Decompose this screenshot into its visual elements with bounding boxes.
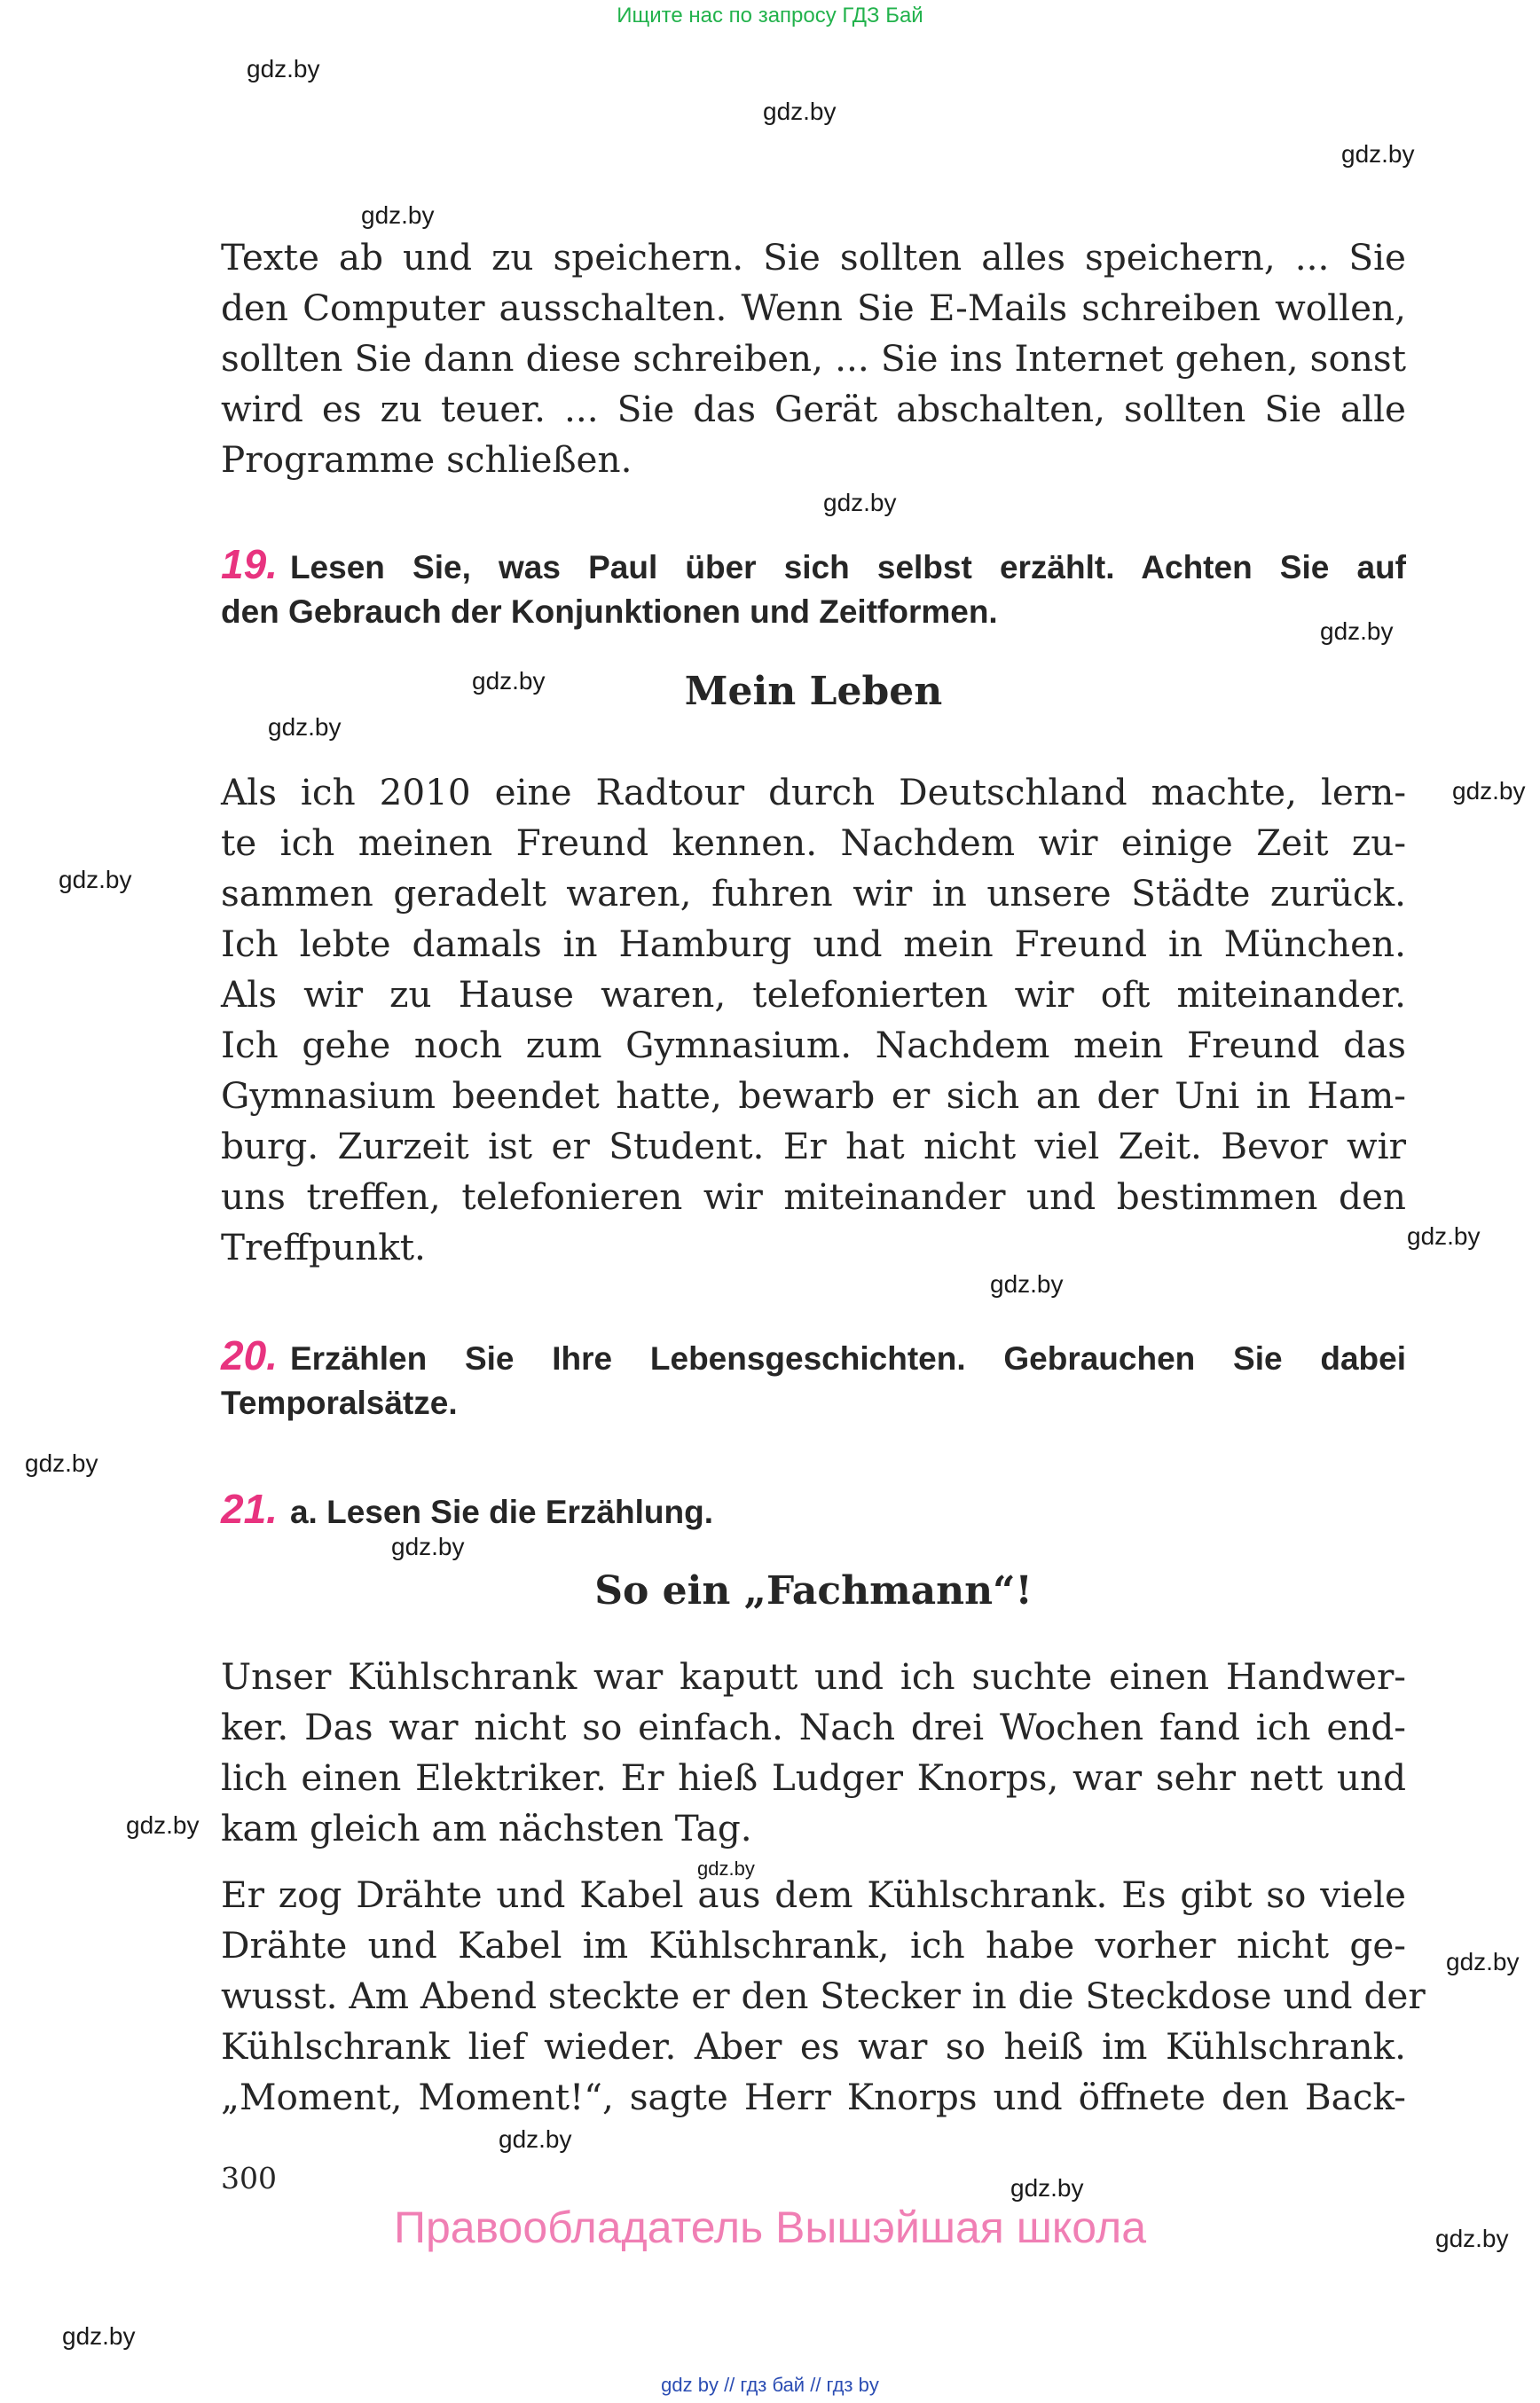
text-line: wird es zu teuer. ... Sie das Gerät abschalten, sollten Sie alle <box>221 388 1406 430</box>
watermark: gdz.by <box>59 866 132 893</box>
watermark: gdz.by <box>1435 2225 1509 2252</box>
watermark: gdz.by <box>1320 617 1394 645</box>
task-21 <box>221 1486 1406 1533</box>
watermark: gdz.by <box>1341 140 1415 168</box>
task-19 <box>221 541 1406 635</box>
page-number: 300 <box>221 2161 277 2195</box>
story-paragraph <box>221 1870 1426 2123</box>
story-paragraph <box>221 1652 1406 1854</box>
top-search-note: Ищите нас по запросу ГДЗ Бай <box>617 4 923 27</box>
task-text: a. Lesen Sie die Erzählung. <box>289 1494 713 1530</box>
text-line: Kühlschrank lief wieder. Aber es war so heiß im Kühlschrank. <box>221 2025 1406 2068</box>
task-number: 21. <box>221 1486 278 1532</box>
text-line: Programme schließen. <box>221 438 632 481</box>
text-line: Als ich 2010 eine Radtour durch Deutschland machte, lern- <box>221 771 1406 813</box>
task-20 <box>221 1332 1406 1426</box>
task-number: 19. <box>221 541 278 587</box>
text-line: den Computer ausschalten. Wenn Sie E-Mails schreiben wollen, <box>221 287 1406 329</box>
task-text: Lesen Sie, was Paul über sich selbst erzählt. Achten Sie auf <box>289 549 1406 585</box>
text-line: sammen geradelt waren, fuhren wir in unsere Städte zurück. <box>221 872 1406 915</box>
text-line: Als wir zu Hause waren, telefonierten wir oft miteinander. <box>221 973 1406 1016</box>
text-line: Gymnasium beendet hatte, bewarb er sich an der Uni in Ham- <box>221 1074 1406 1117</box>
watermark: gdz.by <box>990 1270 1064 1298</box>
watermark: gdz.by <box>247 55 320 82</box>
text-line: ker. Das war nicht so einfach. Nach drei Wochen fand ich end- <box>221 1706 1406 1748</box>
watermark: gdz.by <box>391 1533 465 1560</box>
watermark: gdz.by <box>823 489 897 516</box>
watermark: gdz.by <box>763 98 837 125</box>
text-line: „Moment, Moment!“, sagte Herr Knorps und öffnete den Back- <box>221 2076 1406 2118</box>
text-line: uns treffen, telefonieren wir miteinander und bestimmen den <box>221 1175 1406 1218</box>
story-title: Mein Leben <box>684 669 943 714</box>
text-line: lich einen Elektriker. Er hieß Ludger Knorps, war sehr nett und <box>221 1756 1406 1799</box>
task-line <box>221 1332 1406 1379</box>
watermark: gdz.by <box>1452 777 1526 805</box>
watermark: gdz.by <box>1010 2174 1084 2202</box>
text-line: Ich gehe noch zum Gymnasium. Nachdem mein Freund das <box>221 1024 1406 1066</box>
story-title: So ein „Fachmann“! <box>594 1568 1033 1614</box>
copyright-notice: Правообладатель Вышэйшая школа <box>394 2203 1146 2252</box>
task-line <box>221 541 1406 588</box>
task-line <box>221 1486 1406 1533</box>
task-line: den Gebrauch der Konjunktionen und Zeitformen. <box>221 593 998 630</box>
watermark: gdz.by <box>697 1857 755 1880</box>
watermark: gdz.by <box>499 2125 572 2153</box>
text-line: Ich lebte damals in Hamburg und mein Freund in München. <box>221 923 1406 965</box>
watermark: gdz.by <box>62 2322 136 2350</box>
watermark: gdz.by <box>25 1449 98 1477</box>
task-number: 20. <box>221 1332 278 1378</box>
text-line: te ich meinen Freund kennen. Nachdem wir einige Zeit zu- <box>221 821 1406 864</box>
task-line: Temporalsätze. <box>221 1385 458 1421</box>
text-line: wusst. Am Abend steckte er den Stecker in die Steckdose und der <box>221 1975 1426 2017</box>
text-line: Unser Kühlschrank war kaputt und ich suchte einen Handwer- <box>221 1655 1406 1698</box>
text-line: Er zog Drähte und Kabel aus dem Kühlschrank. Es gibt so viele <box>221 1873 1406 1916</box>
watermark: gdz.by <box>1446 1948 1520 1975</box>
text-line: Drähte und Kabel im Kühlschrank, ich habe vorher nicht ge- <box>221 1924 1406 1967</box>
footer-links[interactable]: gdz by // гдз бай // гдз by <box>661 2374 879 2396</box>
watermark: gdz.by <box>361 201 435 229</box>
text-line: kam gleich am nächsten Tag. <box>221 1807 752 1849</box>
text-line: Texte ab und zu speichern. Sie sollten alles speichern, ... Sie <box>221 236 1406 279</box>
watermark: gdz.by <box>1407 1222 1481 1250</box>
text-line: sollten Sie dann diese schreiben, ... Sie ins Internet gehen, sonst <box>221 337 1406 380</box>
text-line: Treffpunkt. <box>221 1226 426 1268</box>
text-line: burg. Zurzeit ist er Student. Er hat nicht viel Zeit. Bevor wir <box>221 1125 1406 1167</box>
task-text: Erzählen Sie Ihre Lebensgeschichten. Gebrauchen Sie dabei <box>289 1340 1406 1377</box>
watermark: gdz.by <box>268 713 342 741</box>
story-paragraph <box>221 767 1406 1273</box>
watermark: gdz.by <box>472 667 546 695</box>
watermark: gdz.by <box>126 1811 200 1839</box>
intro-paragraph <box>221 232 1406 485</box>
